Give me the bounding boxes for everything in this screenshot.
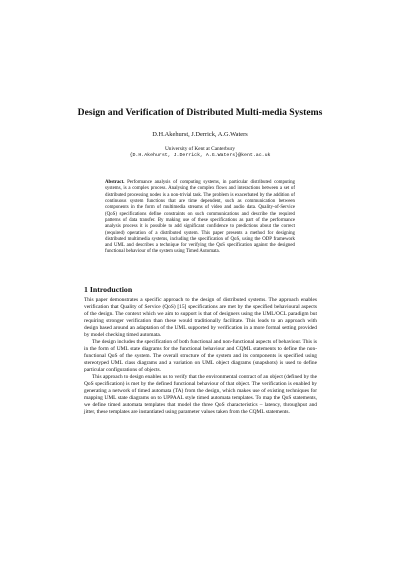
- abstract-text: Performance analysis of computing systems, in particular distributed computing systems, is a complex process. Analysing the complex flows and interactions between a set of distributed processing nodes is a non-trivial task. The problem is exacerbated by the addition of continuous system functions that are time dependent, such as communication between components in the form of multimedia streams of video and audio data. Quality-of-Service (QoS) specifications define constraints on such communications and describe the required patterns of data transfer. By making use of these specifications as part of the performance analysis process it is possible to add significant confidence to predictions about the correct (required) operation of a distributed system. This paper presents a method for designing distributed multimedia systems, including the specification of QoS, using the ODP framework and UML and describes a technique for verifying the QoS specification against the designed functional behaviour of the system using Timed Automata.: [105, 180, 295, 255]
- paper-email: {D.H.Akehurst, J.Derrick, A.G.Waters}@kent.ac.uk: [129, 153, 271, 158]
- paper-title: Design and Verification of Distributed Multi-media Systems: [77, 107, 323, 118]
- paragraph: This paper demonstrates a specific approach to the design of distributed systems. The approach enables verification that Quality of Service (QoS) [15] specifications are met by the specified behavioural aspects of the design. The context which we aim to support is that of designers using the UML/OCL paradigm but requiring stronger verification than these would traditionally facilitate. This leads to an approach with design based around an adaptation of the UML supported by verification in a more formal setting provided by model checking timed automata.: [84, 297, 317, 338]
- paper-affiliation: University of Kent at Canterbury: [164, 146, 236, 152]
- paper-authors: D.H.Akehurst, J.Derrick, A.G.Waters: [152, 131, 248, 138]
- introduction-body: [84, 297, 317, 416]
- paragraph: This approach to design enables us to verify that the environmental contract of an object (defined by the QoS specification) is met by the defined functional behaviour of that object. The verification is enabled by generating a network of timed automata (TA) from the design, which makes use of existing techniques for mapping UML state diagrams on to UPPAAL style timed automata templates. To map the QoS statements, we define timed automata templates that model the three QoS characteristics – latency, throughput and jitter, these templates are instantiated using parameter values taken from the CQML statements.: [84, 374, 317, 415]
- abstract: [105, 180, 295, 256]
- section-heading-introduction: 1 Introduction: [84, 285, 133, 294]
- abstract-label: Abstract.: [105, 180, 125, 185]
- paragraph: The design includes the specification of both functional and non-functional aspects of behaviour. This is in the form of UML state diagrams for the functional behaviour and CQML statements to define the non-functional QoS of the system. The overall structure of the system and its components is specified using stereotyped UML class diagrams and a variation on UML object diagrams (snapshots) is used to define particular configurations of objects.: [84, 339, 317, 373]
